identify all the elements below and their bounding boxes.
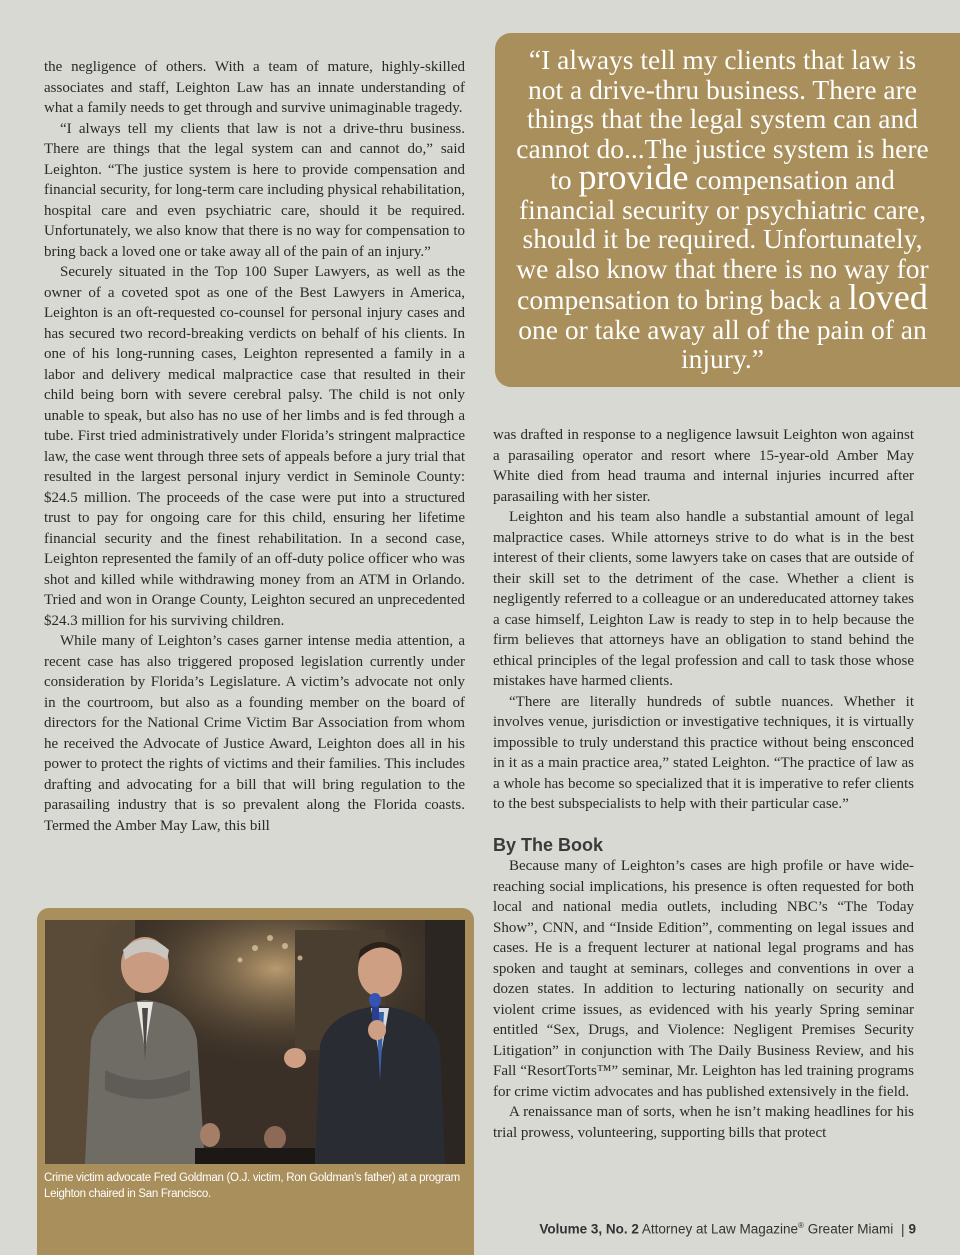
pull-quote-emphasis: provide — [578, 157, 689, 197]
footer-registered-mark: ® — [798, 1221, 804, 1230]
article-paragraph: While many of Leighton’s cases garner intense media attention, a recent case has also triggered proposed legislation currently under consideration by Florida’s Legislature. A victim’s advocate not only in the courtroom, but also as a founding member on the board of directors for the National Crime Victim Bar Association from whom he received the Advocate of Justice Award, Leighton does all in his power to protect the rights of victims and their families. This includes drafting and advocating for a bill that will bring regulation to the parasailing industry that is so prevalent along the Florida coasts. Termed the Amber May Law, this bill — [44, 633, 465, 834]
right-article-column — [493, 425, 914, 1143]
photo-panel — [37, 908, 474, 1255]
footer-separator: | — [900, 1221, 905, 1237]
article-paragraph: Securely situated in the Top 100 Super Lawyers, as well as the owner of a coveted spot as one of the Best Lawyers in America, Leighton is an oft-requested co-counsel for personal injury cases and has secured two record-breaking verdicts on behalf of his clients. In one of his long-running cases, Leighton represented a family in a labor and delivery medical malpractice case that resulted in their child being born with severe cerebral palsy. The child is not only unable to speak, but also has no use of her limbs and is fed through a tube. First tried administratively under Florida’s stringent malpractice law, the case went through three sets of appeals before a jury trial that resulted in the largest personal injury verdict in Seminole County: $24.5 million. The proceeds of the case were put into a structured trust to pay for ongoing care for this child, ensuring her lifetime financial security and the finest rehabilitation. In a second case, Leighton represented the family of an off-duty police officer who was shot and killed while withdrawing money from an ATM in Orlando. Tried and won in Orange County, Leighton secured an unprecedented $24.3 million for his surviving children. — [44, 264, 465, 629]
article-paragraph: Leighton and his team also handle a substantial amount of legal malpractice cases. While attorneys strive to do what is in the best interest of their clients, some lawyers take on cases that are outside of their skill set to the detriment of the case. Whether a client is negligently referred to a colleague or an undereducated attorney takes a case himself, Leighton Law is ready to step in to help because the firm believes that attorneys have an obligation to stand behind the ethical principles of the legal profession and call to task those whose mistakes have harmed clients. — [493, 509, 914, 689]
photo-caption: Crime victim advocate Fred Goldman (O.J. victim, Ron Goldman’s father) at a program Leighton chaired in San Francisco. — [44, 1172, 460, 1200]
pull-quote-text: compensation and financial security or psychiatric care, should it be required. Unfortunately, we also know that there is no way for compensation to bring back a — [516, 164, 929, 315]
article-paragraph: A renaissance man of sorts, when he isn’t making headlines for his trial prowess, volunteering, supporting bills that protect — [493, 1104, 914, 1141]
pull-quote-emphasis: loved — [847, 277, 928, 317]
footer-magazine: Attorney at Law Magazine — [641, 1221, 799, 1237]
article-paragraph: “There are literally hundreds of subtle nuances. Whether it involves venue, jurisdiction or investigative techniques, it is virtually impossible to truly understand this practice without being ensconced in it as a main practice area,” stated Leighton. “The practice of law as a whole has become so specialized that it is imperative to refer clients to the best subspecialists to help with their particular case.” — [493, 693, 914, 812]
article-paragraph: the negligence of others. With a team of mature, highly-skilled associates and staff, Leighton Law has an innate understanding of what a family needs to get through and survive unimaginable tragedy. — [44, 59, 465, 116]
footer-edition: Greater Miami — [807, 1221, 894, 1237]
pull-quote-text: one or take away all of the pain of an injury.” — [518, 313, 927, 374]
photo-illustration — [45, 920, 465, 1164]
footer-volume: Volume 3, No. 2 — [539, 1221, 639, 1237]
article-paragraph: Because many of Leighton’s cases are high profile or have wide-reaching social implications, his presence is often requested for both local and national media outlets, including NBC’s “The Today Show”, CNN, and “Inside Edition”, commenting on legal issues and cases. He is a frequent lecturer at national legal programs and has spoken and taught at seminars, colleges and conventions in over a dozen states. In addition to lecturing nationally on security and violent crime issues, as evidenced with his yearly Spring seminar entitled “Sex, Drugs, and Violence: Negligent Premises Security Litigation” in conjunction with The Daily Business Review, and his Fall “ResortTorts™” seminar, Mr. Leighton has led training programs for crime victim advocates and has published extensively in the field. — [493, 858, 914, 1100]
pull-quote-text: “I always tell my clients that law is not a drive-thru business. There are things that the legal system can and cannot do...The justice system is here to — [516, 44, 929, 195]
section-heading: By The Book — [493, 834, 604, 855]
pull-quote-box — [495, 33, 960, 387]
article-paragraph: “I always tell my clients that law is not a drive-thru business. There are things that the legal system can and cannot do,” said Leighton. “The justice system is here to provide compensation and financial security, for long-term care including physical rehabilitation, hospital care and even psychiatric care, should it be required. Unfortunately, we also know that there is no way for compensation to bring back a loved one or take away all of the pain of an injury.” — [44, 120, 465, 260]
article-paragraph: was drafted in response to a negligence lawsuit Leighton won against a parasailing operator and resort where 15-year-old Amber May White died from head trauma and internal injuries incurred after parasailing with her sister. — [493, 427, 914, 505]
page-footer — [539, 1221, 916, 1237]
page-number: 9 — [908, 1221, 916, 1237]
left-article-column — [44, 57, 465, 836]
event-photo — [45, 920, 465, 1164]
